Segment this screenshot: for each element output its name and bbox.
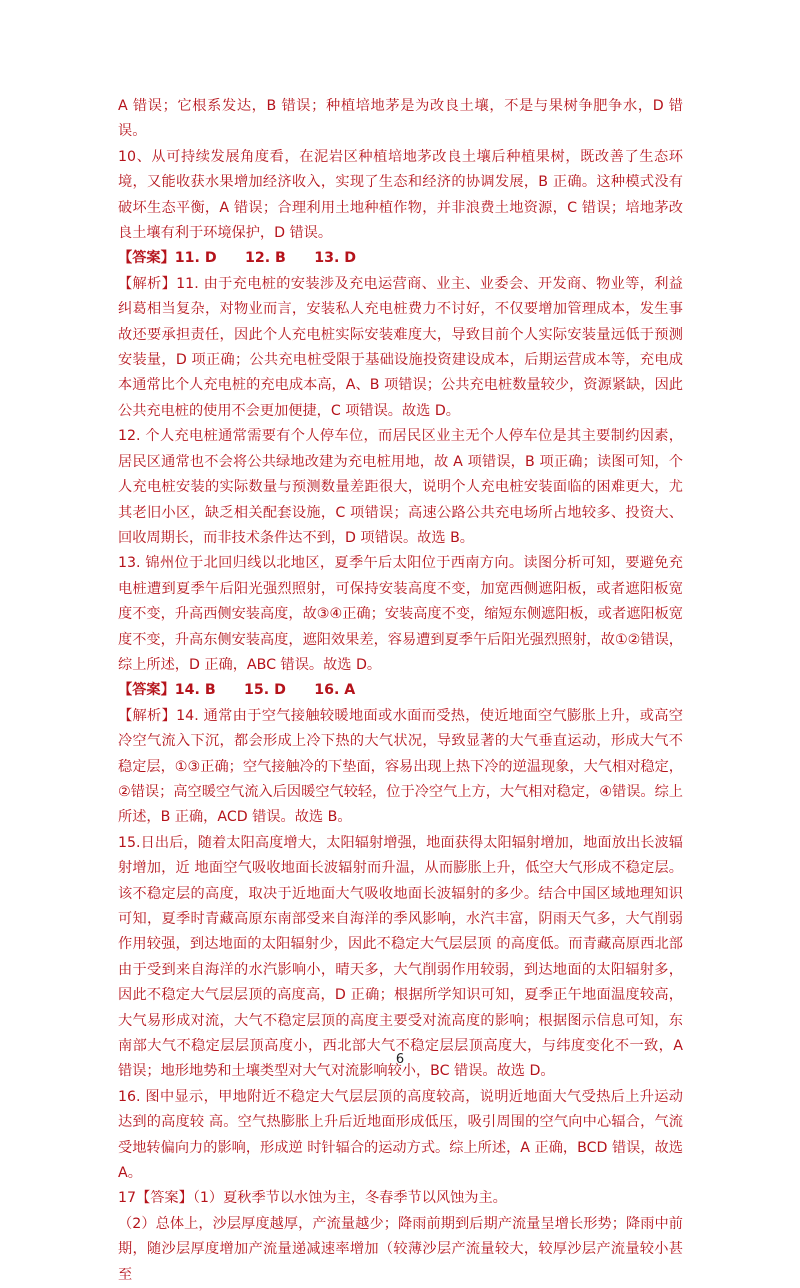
document-body (118, 94, 683, 1288)
paragraph-q13: 13. 锦州位于北回归线以北地区，夏季午后太阳位于西南方向。读图分析可知，要避免充电桩遭到夏季午后阳光强烈照射，可保持安装高度不变，加宽西侧遮阳板，或者遮阳板宽度不变，升高西侧安装高度，故③④正确；安装高度不变，缩短东侧遮阳板，或者遮阳板宽度不变，升高东侧安装高度，遮阳效果差，容易遭到夏季午后阳光强烈照射，故①②错误，综上所述，D 正确，ABC 错误。故选 D。 (118, 555, 683, 673)
answer-key-11-13: 【答案】11. D 12. B 13. D (118, 250, 357, 267)
paragraph-q10: 10、从可持续发展角度看，在泥岩区种植培地茅改良土壤后种植果树，既改善了生态环境，又能收获水果增加经济收入，实现了生态和经济的协调发展，B 正确。这种模式没有破坏生态平衡，A 错误；合理利用土地种植作物，并非浪费土地资源，C 错误；培地茅改良土壤有利于环境保护，D 错误。 (118, 148, 683, 242)
paragraph-q11: 【解析】11. 由于充电桩的安装涉及充电运营商、业主、业委会、开发商、物业等，利益纠葛相当复杂，对物业而言，安装私人充电桩费力不讨好，不仅要增加管理成本，发生事故还要承担责任，因此个人充电桩实际安装难度大，导致目前个人实际安装量远低于预测安装量，D 项正确；公共充电桩受限于基础设施投资建设成本，后期运营成本等，充电成本通常比个人充电桩的充电成本高，A、B 项错误；公共充电桩数量较少，资源紧缺，因此公共充电桩的使用不会更加便捷，C 项错误。故选 D。 (118, 275, 683, 419)
paragraph-q16: 16. 图中显示，甲地附近不稳定大气层层顶的高度较高，说明近地面大气受热后上升运动达到的高度较 高。空气热膨胀上升后近地面形成低压，吸引周围的空气向中心辐合，气流受地转偏向力的影响，形成逆 时针辐合的运动方式。综上所述，A 正确，BCD 错误，故选 A。 (118, 1088, 683, 1182)
paragraph-q15: 15.日出后，随着太阳高度增大，太阳辐射增强，地面获得太阳辐射增加，地面放出长波辐射增加，近 地面空气吸收地面长波辐射而升温，从而膨胀上升，低空大气形成不稳定层。该不稳定层的高度，取决于近地面大气吸收地面长波辐射的多少。结合中国区域地理知识可知，夏季时青藏高原东南部受来自海洋的季风影响，水汽丰富，阴雨天气多，大气削弱作用较强，到达地面的太阳辐射少，因此不稳定大气层层顶 的高度低。而青藏高原西北部由于受到来自海洋的水汽影响小，晴天多，大气削弱作用较弱，到达地面的太阳辐射多，因此不稳定大气层层顶的高度高，D 正确；根据所学知识可知，夏季正午地面温度较高，大气易形成对流，大气不稳定层顶的高度主要受对流高度的影响；根据图示信息可知，东南部大气不稳定层层顶高度小，西北部大气不稳定层层顶高度大，与纬度变化不一致，A 错误；地形地势和土壤类型对大气对流影响较小，BC 错误。故选 D。 (118, 834, 683, 1080)
paragraph-answer-9-cont: A 错误；它根系发达，B 错误；种植培地茅是为改良土壤，不是与果树争肥争水，D 错误。 (118, 98, 683, 140)
paragraph-q17-part2: （2）总体上，沙层厚度越厚，产流量越少；降雨前期到后期产流量呈增长形势；降雨中前期，随沙层厚度增加产流量递减速率增加（较薄沙层产流量较大，较厚沙层产流量较小甚至 (118, 1215, 683, 1283)
answer-key-14-16: 【答案】14. B 15. D 16. A (118, 682, 356, 699)
paragraph-q14: 【解析】14. 通常由于空气接触较暖地面或水面而受热，使近地面空气膨胀上升，或高空冷空气流入下沉，都会形成上冷下热的大气状况，导致显著的大气垂直运动，形成大气不稳定层，①③正确；空气接触冷的下垫面，容易出现上热下冷的逆温现象，大气相对稳定，②错误；高空暖空气流入后因暖空气较轻，位于冷空气上方，大气相对稳定，④错误。综上所述，B 正确，ACD 错误。故选 B。 (118, 707, 683, 826)
paragraph-q17-answer: 17【答案】（1）夏秋季节以水蚀为主，冬春季节以风蚀为主。 (118, 1190, 507, 1207)
paragraph-q12: 12. 个人充电桩通常需要有个人停车位，而居民区业主无个人停车位是其主要制约因素，居民区通常也不会将公共绿地改建为充电桩用地，故 A 项错误，B 项正确；读图可知，个人充电桩安装的实际数量与预测数量差距很大，说明个人充电桩安装面临的困难更大，尤其老旧小区，缺乏相关配套设施，C 项错误；高速公路公共充电场所占地较多、投资大、回收周期长，而非技术条件达不到，D 项错误。故选 B。 (118, 428, 683, 546)
page-number: 6 (395, 1052, 405, 1067)
